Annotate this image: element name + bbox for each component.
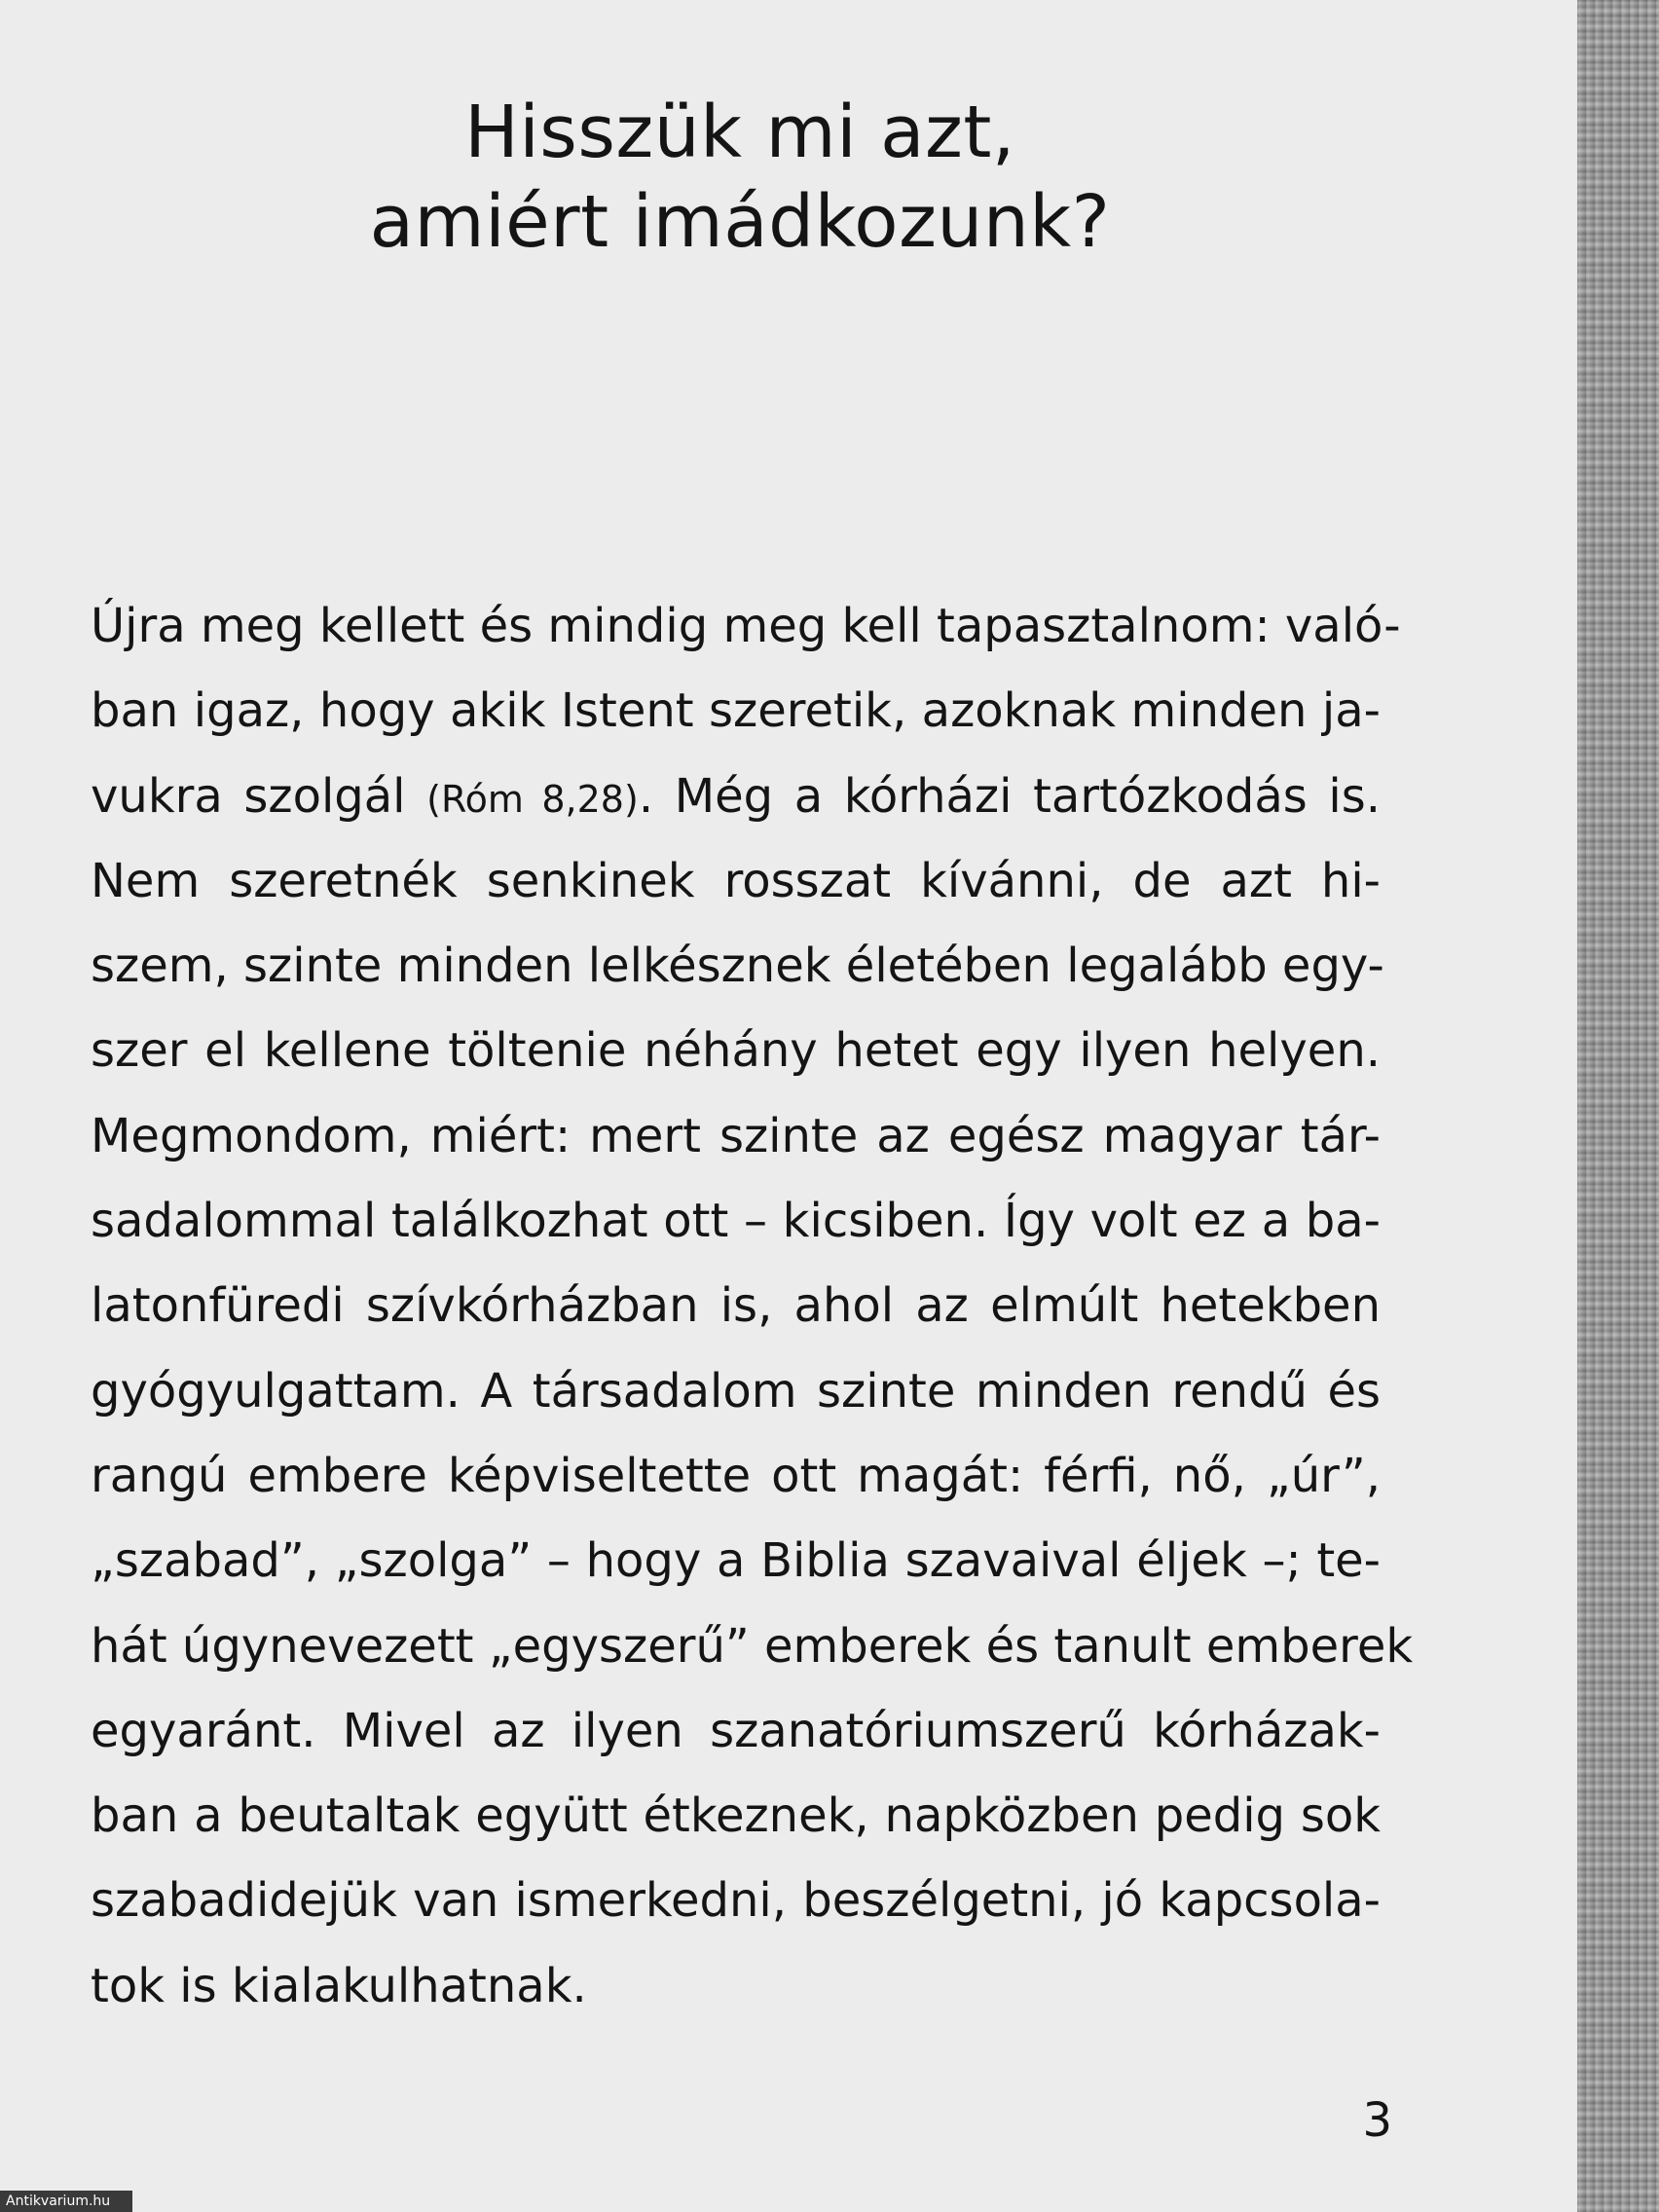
text-line: szabadidejük van ismerkedni, beszélgetni, jó kapcsola- <box>91 1873 1381 1929</box>
body-paragraph <box>91 584 1414 2029</box>
text-line: hát úgynevezett „egyszerű” emberek és tanult emberek <box>91 1618 1414 1674</box>
watermark: Antikvarium.hu <box>0 2191 132 2212</box>
page-stack-edge <box>1577 0 1659 2212</box>
chapter-title-line-2: amiért imádkozunk? <box>369 180 1111 264</box>
text-line <box>91 755 1381 839</box>
text-line: ban a beutaltak együtt étkeznek, napközben pedig sok <box>91 1788 1381 1844</box>
text-line: rangú embere képviseltette ott magát: férfi, nő, „úr”, <box>91 1448 1381 1503</box>
text-line: gyógyulgattam. A társadalom szinte minden rendű és <box>91 1363 1381 1419</box>
text-line-part: . Még a kórházi tartózkodás is. <box>638 768 1381 824</box>
text-line: szer el kellene töltenie néhány hetet egy ilyen helyen. <box>91 1023 1381 1079</box>
text-line: szem, szinte minden lelkésznek életében legalább egy- <box>91 939 1384 994</box>
text-line: Nem szeretnék senkinek rosszat kívánni, de azt hi- <box>91 853 1381 908</box>
chapter-title-line-1: Hisszük mi azt, <box>464 91 1015 174</box>
text-line: latonfüredi szívkórházban is, ahol az elmúlt hetekben <box>91 1278 1381 1334</box>
page-number: 3 <box>1362 2093 1392 2148</box>
text-line: Újra meg kellett és mindig meg kell tapasztalnom: való- <box>91 599 1401 653</box>
text-line: sadalommal találkozhat ott – kicsiben. Így volt ez a ba- <box>91 1194 1381 1249</box>
text-line: „szabad”, „szolga” – hogy a Biblia szavaival éljek –; te- <box>91 1533 1381 1589</box>
text-line: Megmondom, miért: mert szinte az egész magyar tár- <box>91 1108 1381 1163</box>
text-line-part: vukra szolgál <box>91 768 427 824</box>
chapter-title <box>0 88 1480 267</box>
text-line: egyaránt. Mivel az ilyen szanatóriumszerű kórházak- <box>91 1703 1381 1758</box>
bible-reference: (Róm 8,28) <box>426 777 639 821</box>
text-line: tok is kialakulhatnak. <box>91 1958 587 2013</box>
text-line: ban igaz, hogy akik Istent szeretik, azoknak minden ja- <box>91 683 1381 739</box>
